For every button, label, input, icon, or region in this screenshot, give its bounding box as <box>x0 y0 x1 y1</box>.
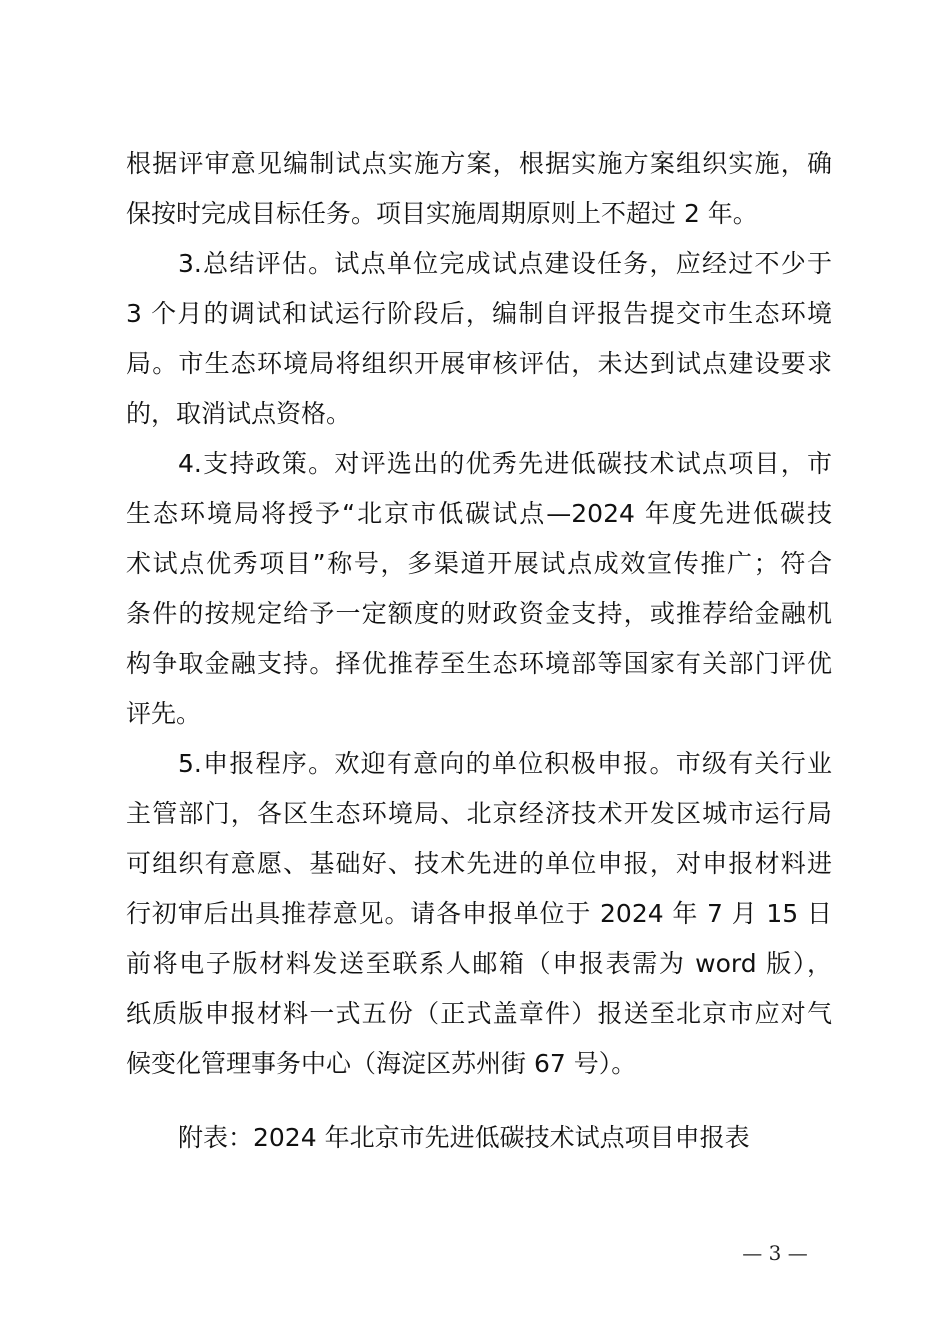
text-line: 局。市生态环境局将组织开展审核评估，未达到试点建设要求 <box>126 349 832 378</box>
section-heading-line: 3.总结评估。试点单位完成试点建设任务，应经过不少于 <box>178 249 832 278</box>
text-line: 候变化管理事务中心（海淀区苏州街 67 号）。 <box>126 1049 637 1078</box>
section-heading-line: 4.支持政策。对评选出的优秀先进低碳技术试点项目，市 <box>178 449 832 478</box>
text-line: 3 个月的调试和试运行阶段后，编制自评报告提交市生态环境 <box>126 299 832 328</box>
text-line: 纸质版申报材料一式五份（正式盖章件）报送至北京市应对气 <box>126 999 832 1028</box>
text-line: 保按时完成目标任务。项目实施周期原则上不超过 2 年。 <box>126 199 758 228</box>
text-line: 构争取金融支持。择优推荐至生态环境部等国家有关部门评优 <box>126 649 832 678</box>
text-line: 的，取消试点资格。 <box>126 399 352 428</box>
text-line: 术试点优秀项目”称号，多渠道开展试点成效宣传推广；符合 <box>126 549 832 578</box>
attachment-line: 附表：2024 年北京市先进低碳技术试点项目申报表 <box>178 1123 750 1152</box>
text-line: 前将电子版材料发送至联系人邮箱（申报表需为 word 版）， <box>126 949 832 978</box>
text-line: 评先。 <box>126 699 202 728</box>
text-line: 生态环境局将授予“北京市低碳试点—2024 年度先进低碳技 <box>126 499 832 528</box>
page-number: — 3 — <box>742 1241 808 1265</box>
text-line: 主管部门，各区生态环境局、北京经济技术开发区城市运行局 <box>126 799 832 828</box>
text-line: 根据评审意见编制试点实施方案，根据实施方案组织实施，确 <box>126 149 832 178</box>
section-heading-line: 5.申报程序。欢迎有意向的单位积极申报。市级有关行业 <box>178 749 832 778</box>
text-line: 可组织有意愿、基础好、技术先进的单位申报，对申报材料进 <box>126 849 832 878</box>
text-line: 行初审后出具推荐意见。请各申报单位于 2024 年 7 月 15 日 <box>126 899 832 928</box>
text-line: 条件的按规定给予一定额度的财政资金支持，或推荐给金融机 <box>126 599 832 628</box>
